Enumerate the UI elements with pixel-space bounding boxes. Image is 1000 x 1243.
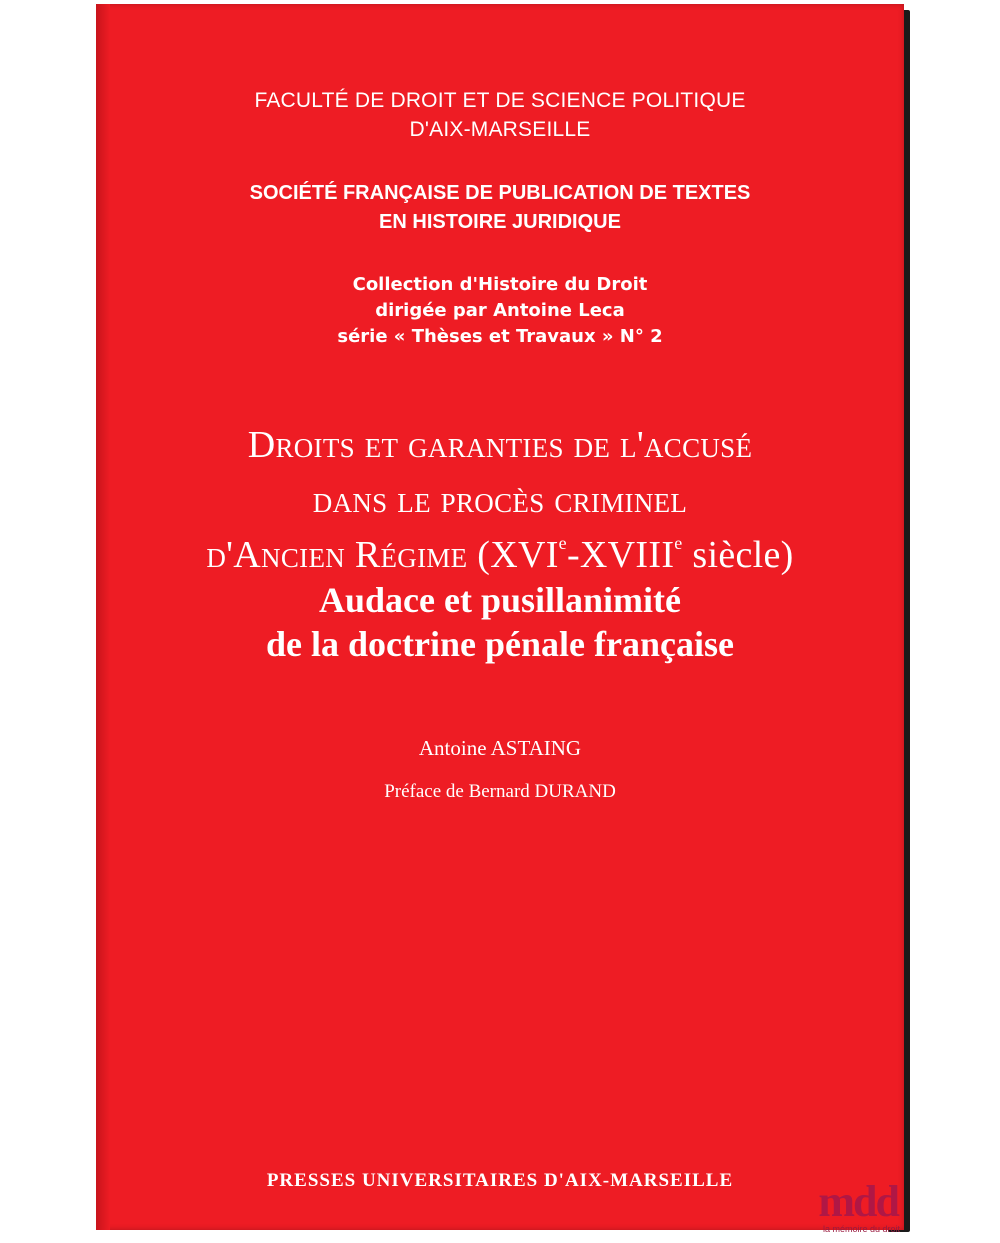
book-title <box>96 418 904 583</box>
faculty-heading <box>96 86 904 144</box>
mdd-watermark-logo <box>808 1177 902 1240</box>
subtitle-line-2: de la doctrine pénale française <box>266 624 734 664</box>
century-mid: -XVIII <box>566 534 675 576</box>
preface-credit: Préface de Bernard DURAND <box>384 781 616 802</box>
book-subtitle <box>96 578 904 666</box>
collection-line-2: dirigée par Antoine Leca <box>375 300 625 321</box>
faculty-line-1: FACULTÉ DE DROIT ET DE SCIENCE POLITIQUE <box>254 89 746 112</box>
collection-line-1: Collection d'Histoire du Droit <box>352 274 648 295</box>
century-close: siècle) <box>682 534 794 576</box>
title-line-1: Droits et garanties de l'accusé <box>247 424 753 466</box>
title-line-3-main: d'Ancien Régime <box>206 534 468 576</box>
society-heading <box>96 179 904 237</box>
book-cover <box>96 4 904 1230</box>
subtitle-line-1: Audace et pusillanimité <box>318 580 681 620</box>
title-line-3 <box>96 528 904 583</box>
century-sup-2: e <box>674 533 683 553</box>
society-line-2: EN HISTOIRE JURIDIQUE <box>379 211 621 233</box>
mdd-logo-tagline: la mémoire du droit <box>822 1224 900 1234</box>
publisher-name: PRESSES UNIVERSITAIRES D'AIX-MARSEILLE <box>266 1170 734 1191</box>
mdd-logo-mark: mdd <box>818 1177 898 1226</box>
author-name: Antoine ASTAING <box>418 736 582 760</box>
century-open: (XVI <box>467 534 559 576</box>
century-sup-1: e <box>558 533 567 553</box>
faculty-line-2: D'AIX-MARSEILLE <box>409 118 591 141</box>
collection-info <box>96 272 904 350</box>
collection-line-3: série « Thèses et Travaux » N° 2 <box>337 326 663 347</box>
society-line-1: SOCIÉTÉ FRANÇAISE DE PUBLICATION DE TEXTES <box>249 182 751 204</box>
title-line-2: dans le procès criminel <box>312 479 688 521</box>
